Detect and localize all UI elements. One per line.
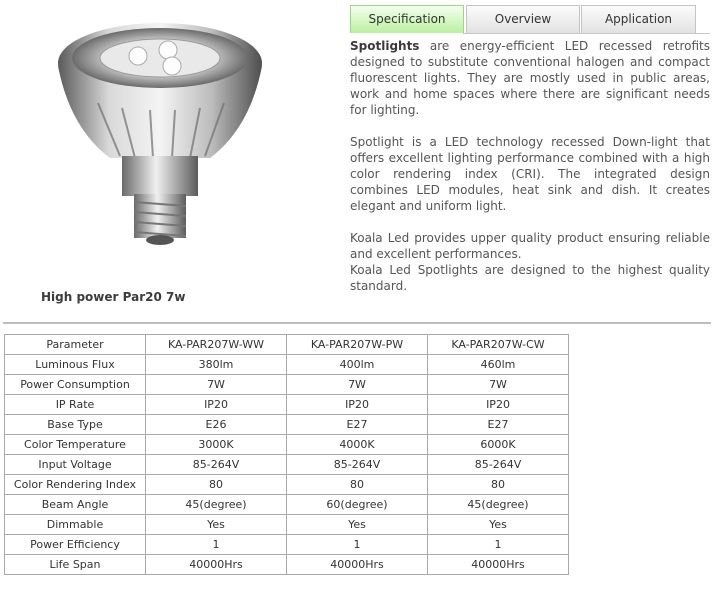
value-cell: 40000Hrs (428, 555, 569, 575)
description-paragraph-2: Spotlight is a LED technology recessed Down-light that offers excellent lighting performance combined with a high color rendering index (CRI). The integrated design combines LED modules, heat sink and dish. It creates elegant and uniform light. (350, 135, 710, 213)
table-header: Parameter (5, 335, 146, 355)
value-cell: 1 (287, 535, 428, 555)
description-text: are energy-efficient LED recessed retrofits designed to substitute conventional halogen and compact fluorescent lights. They are mostly used in public areas, work and home spaces where there are significant needs for lighting. (350, 39, 710, 117)
table-row (5, 555, 569, 575)
value-cell: 80 (287, 475, 428, 495)
value-cell: 1 (428, 535, 569, 555)
table-row (5, 455, 569, 475)
product-image (40, 8, 280, 253)
table-header: KA-PAR207W-PW (287, 335, 428, 355)
value-cell: 6000K (428, 435, 569, 455)
value-cell: 7W (428, 375, 569, 395)
value-cell: 45(degree) (146, 495, 287, 515)
table-header-row (5, 335, 569, 355)
value-cell: Yes (287, 515, 428, 535)
table-header: KA-PAR207W-CW (428, 335, 569, 355)
parameter-cell: Beam Angle (5, 495, 146, 515)
parameter-cell: Luminous Flux (5, 355, 146, 375)
value-cell: 460lm (428, 355, 569, 375)
description-paragraph-4: Koala Led Spotlights are designed to the highest quality standard. (350, 263, 710, 293)
table-body (5, 355, 569, 575)
value-cell: 60(degree) (287, 495, 428, 515)
value-cell: IP20 (428, 395, 569, 415)
parameter-cell: IP Rate (5, 395, 146, 415)
value-cell: Yes (146, 515, 287, 535)
value-cell: IP20 (146, 395, 287, 415)
value-cell: 1 (146, 535, 287, 555)
table-row (5, 495, 569, 515)
parameter-cell: Input Voltage (5, 455, 146, 475)
table-row (5, 515, 569, 535)
product-description (350, 38, 710, 294)
table-header: KA-PAR207W-WW (146, 335, 287, 355)
spec-table (4, 334, 569, 575)
parameter-cell: Color Rendering Index (5, 475, 146, 495)
tab-overview[interactable]: Overview (466, 5, 580, 33)
table-row (5, 395, 569, 415)
value-cell: 85-264V (287, 455, 428, 475)
table-row (5, 415, 569, 435)
section-divider (3, 322, 711, 324)
tab-bar (350, 5, 695, 34)
value-cell: E27 (428, 415, 569, 435)
table-row (5, 355, 569, 375)
table-row (5, 435, 569, 455)
parameter-cell: Life Span (5, 555, 146, 575)
tab-specification[interactable]: Specification (350, 5, 464, 33)
parameter-cell: Power Consumption (5, 375, 146, 395)
value-cell: IP20 (287, 395, 428, 415)
table-row (5, 375, 569, 395)
value-cell: 80 (428, 475, 569, 495)
table-row (5, 475, 569, 495)
value-cell: 7W (287, 375, 428, 395)
parameter-cell: Color Temperature (5, 435, 146, 455)
value-cell: 85-264V (146, 455, 287, 475)
value-cell: 3000K (146, 435, 287, 455)
value-cell: Yes (428, 515, 569, 535)
product-caption: High power Par20 7w (41, 290, 186, 304)
value-cell: 7W (146, 375, 287, 395)
value-cell: 4000K (287, 435, 428, 455)
parameter-cell: Dimmable (5, 515, 146, 535)
description-keyword: Spotlights (350, 39, 420, 53)
value-cell: 40000Hrs (146, 555, 287, 575)
parameter-cell: Base Type (5, 415, 146, 435)
table-row (5, 535, 569, 555)
tab-application[interactable]: Application (581, 5, 696, 33)
value-cell: 380lm (146, 355, 287, 375)
tab-underline (463, 33, 710, 34)
description-paragraph-3: Koala Led provides upper quality product ensuring reliable and excellent performances. (350, 231, 710, 261)
description-paragraph-1 (350, 38, 710, 118)
value-cell: 400lm (287, 355, 428, 375)
value-cell: E26 (146, 415, 287, 435)
parameter-cell: Power Efficiency (5, 535, 146, 555)
value-cell: 45(degree) (428, 495, 569, 515)
value-cell: E27 (287, 415, 428, 435)
value-cell: 40000Hrs (287, 555, 428, 575)
value-cell: 80 (146, 475, 287, 495)
value-cell: 85-264V (428, 455, 569, 475)
